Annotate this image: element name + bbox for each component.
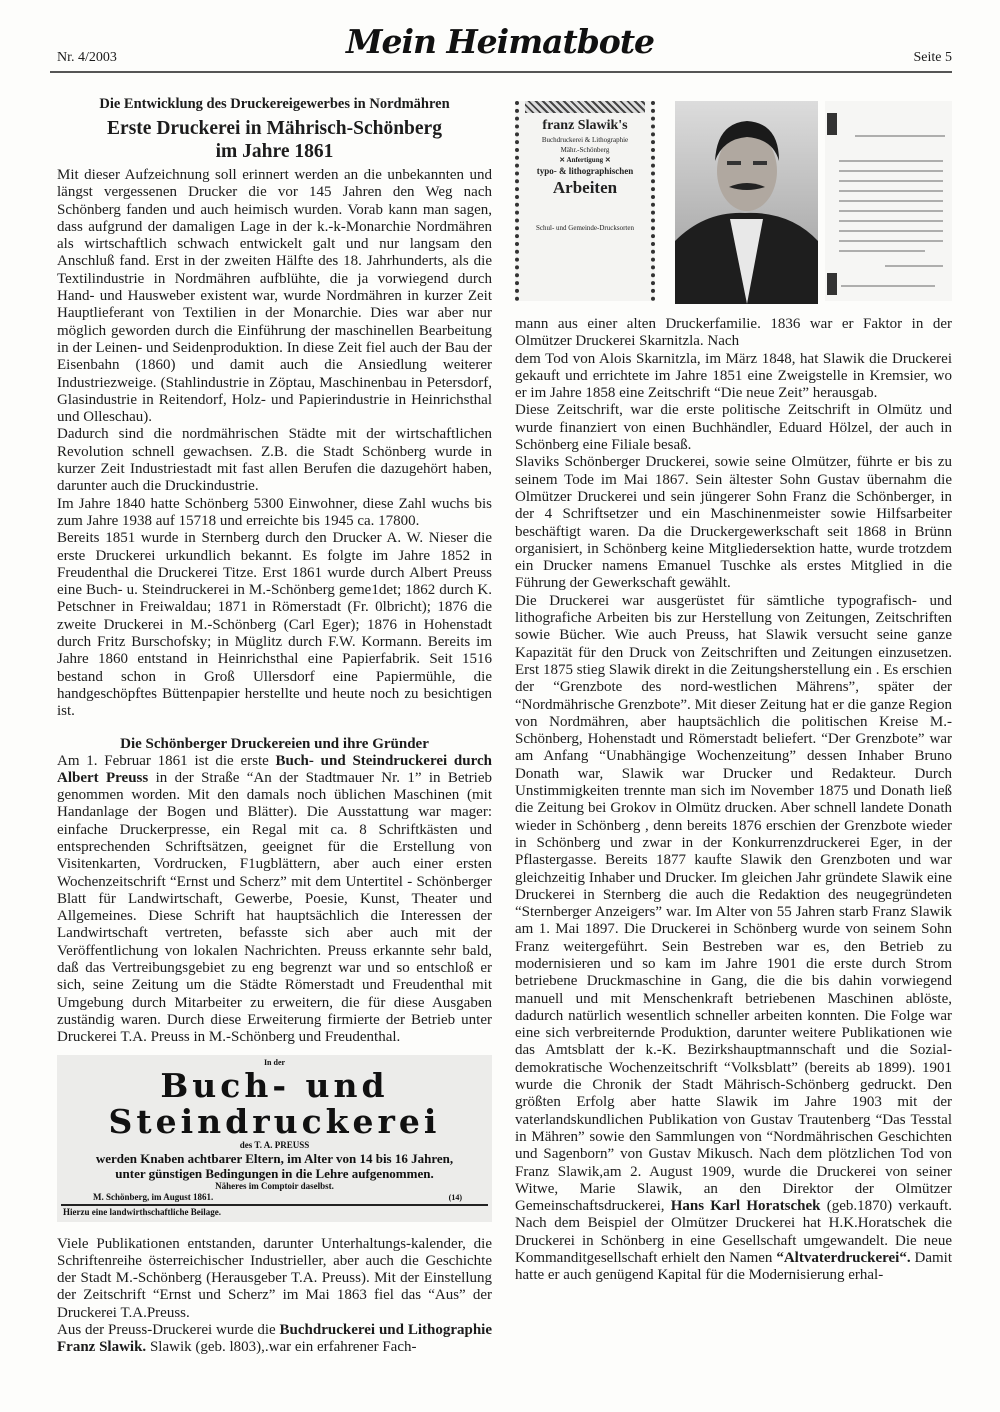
paragraph bbox=[515, 351, 952, 403]
ad-supplement: Hierzu eine landwirthschaftliche Beilage. bbox=[63, 1206, 221, 1217]
paragraph bbox=[57, 426, 492, 495]
card-footer: Schul- und Gemeinde-Drucksorten bbox=[536, 224, 634, 232]
right-column bbox=[515, 316, 952, 1285]
card-place: Mähr.-Schönberg bbox=[560, 146, 610, 154]
handwriting-lines bbox=[825, 101, 952, 301]
paragraph bbox=[57, 753, 492, 1047]
article-title bbox=[57, 117, 492, 163]
ad-line-3: Näheres im Comptoir daselbst. bbox=[215, 1180, 334, 1191]
masthead-logo: Mein Heimatbote bbox=[345, 22, 655, 61]
paragraph bbox=[515, 316, 952, 351]
left-column-after-ad bbox=[57, 1236, 492, 1357]
paragraph bbox=[515, 593, 952, 1285]
left-column-intro bbox=[57, 167, 492, 721]
text-run: Slawik (geb. l803),.war ein erfahrener Fach- bbox=[146, 1339, 417, 1356]
text-run: Diese Zeitschrift, war die erste politische Zeitschrift in Olmütz und wurde finanziert von einen Buchhändler, Eduard Hölzel, der auch in Schönberg eine Filiale besaß. bbox=[515, 402, 952, 454]
ad-line-1: werden Knaben achtbarer Eltern, im Alter von 14 bis 16 Jahren, bbox=[95, 1150, 454, 1166]
ad-date-row bbox=[61, 1192, 488, 1203]
ad-date: M. Schönberg, im August 1861. bbox=[93, 1191, 214, 1202]
ad-number: (14) bbox=[448, 1192, 462, 1202]
text-run: Die Druckerei war ausgerüstet für sämtliche typografisch- und lithografiche Arbeiten bis zur Herstellung von Zeitungen, Zeitschriften sowie Bücher. Wie auch Preuss, hat Slawik versucht seine ganze Kapazität für den Druck von Zeitschriften und Zeitungen einzusetzen. Erst 1875 stieg Slawik direkt in die Zeitungsherstellung ein . Es erschien der “Grenzbote des nord-westlichen Mährens”, später der “Nordmährische Grenzbote”. Mit dieser Zeitung hat er die ganze Region von Nordmähren, aber hauptsächlich die politischen Kreise M.-Schönberg, Hohenstadt und Römerstadt beliefert. “Der Grenzbote” war am Anfang “Unabhängige Wochenzeitung” dessen Inhaber Bruno Donath war, Slawik war Drucker und Redakteur. Durch Unstimmigkeiten trennte man sich im November 1875 und Donath ließ die Zeitung bei Grokov in Olmütz drucken. Aber schnell landete Donath wieder in Schönberg , denn bereits 1876 erschien der Grenzbote wieder in Schönberg und zwar in der Konkurrenzdruckerei Eger, in der Pflastergasse. Bereits 1877 kaufte Slawik den Grenzboten und war gleichzeitig Inhaber und Drucker. Im gleichen Jahr gründete Slawik eine Druckerei in Sternberg die auch die Redaktion des neugegründeten “Sternberger Anzeigers” war. Im Alter von 55 Jahren starb Franz Slawik am 1. Mai 1897. Die Druckerei in Schönberg wurde von seinem Sohn Franz weitergeführt. Sein Bestreben war es, den Betrieb zu modernisieren und so kam im Jahre 1901 die erste durch Strom betriebene Druckmaschine in Gang, die die bis dahin vorwiegend manuell und mit Menschenkraft betriebenen Maschinen ablöste, dadurch natürlich wesentlich schneller arbeiten konnten. Die Folge war eine sich verbreiternde Produktion, darunter weitere Publikationen wie das Amtsblatt der k.-K. Bezirkshauptmannschaft und die Sozial-demokratische Wochenzeitschrift “Volksblatt” (bereits ab 1899). 1901 wurde die Chronik der Stadt Mährisch-Schönberg gedruckt. Den größten Erfolg aber hatte Slawik im Jahre 1903 mit der vaterlandskundlichen Publikation von Gustav Trautenberg “Das Tesstal in Mähren” sowie den Sammlungen von “Nordmährischen Geschichten und Sagenborn” von Gustav Mikusch. Nach dem plötzlichen Tod von Franz Slawik,am 2. August 1909, wurde die Druckerei von seiner Witwe, Marie Slawik, an den Direktor der Olmützer Gemeinschaftsdruckerei, bbox=[515, 592, 952, 1215]
title-line-2: im Jahre 1861 bbox=[215, 141, 334, 162]
text-run: Aus der Preuss-Druckerei wurde die bbox=[57, 1322, 280, 1339]
card-ornament bbox=[525, 101, 645, 113]
text-run: Im Jahre 1840 hatte Schönberg 5300 Einwohner, diese Zahl wuchs bis zum Jahre 1938 auf 15718 und erreichte bis 1945 ca. 17800. bbox=[57, 495, 492, 529]
text-run: Am 1. Februar 1861 ist die erste bbox=[57, 752, 276, 769]
left-column-founders bbox=[57, 753, 492, 1047]
ad-owner: des T. A. PREUSS bbox=[239, 1139, 310, 1150]
ad-line-2: unter günstigen Bedingungen in die Lehre aufgenommen. bbox=[115, 1165, 434, 1181]
paragraph bbox=[57, 530, 492, 720]
historic-advertisement bbox=[57, 1055, 492, 1222]
text-run: Viele Publikationen entstanden, darunter Unterhaltungs-kalender, die Schriftenreihe österreichischer Industrieller, aber auch die Geschichte der Stadt M.-Schönberg (Herausgeber T.A. Preuss). Mit der Einstellung der Zeitschrift “Ernst und Scherz” im Mai 1863 fiel das “Aus” der Druckerei T.A.Preuss. bbox=[57, 1235, 492, 1321]
ad-headline: Buch- und Steindruckerei bbox=[108, 1065, 441, 1141]
card-offer: ✕ Anfertigung ✕ bbox=[559, 156, 611, 164]
text-run: Damit hatte er auch genügend Kapital für die Modernisierung erhal- bbox=[515, 1250, 952, 1284]
ad-rule bbox=[61, 1204, 488, 1206]
card-work: Arbeiten bbox=[552, 178, 618, 197]
bold-text: Buch- und Steindruckerei durch Albert Preuss bbox=[57, 752, 492, 786]
text-run: Mit dieser Aufzeichnung soll erinnert werden an die unbekannten und längst vergessenen Drucker die vor 145 Jahren den Weg nach Schönberg fanden und auch heimisch wurden. Vorab kann man sagen, dass aufgrund der damaligen Lage in der k.-k-Monarchie Nordmähren als wirtschaftlich schwach entwickelt galt und nur langsam den Anschluß fand. Erst in der zweiten Hälfte des 18. Jahrhunderts, als die Textilindustrie in Nordmähren aufblühte, die ja vorwiegend durch Hand- und Hausweber existent war, wurde Nordmähren in kurzer Zeit Hauptlieferant von Textilien in der Monarchie. Dies war aber nur möglich geworden durch die Einführung der maschinellen Bearbeitung in der Leinen- und Seidenproduktion. In diese Zeit fiel auch der Bau der Eisenbahn (1860) und damit auch die Ansiedlung weiterer Industriezweige. (Stahlindustrie in Zöptau, Maschinenbau in Petersdorf, Glasindustrie in Reitendorf, Holz- und Papierindustrie in Heinrichsthal und Olleschau). bbox=[57, 167, 492, 426]
text-run: Slaviks Schönberger Druckerei, sowie seine Olmützer, führte er bis zu seinem Tode im Mai 1867. Sein ältester Sohn Gustav übernahm die Olmützer Druckerei und sein jüngerer Sohn Franz die Schönberger, in der 4 Schriftsetzer und ein Maschinenmeister sowie Hilfsarbeiter beschäftigt waren. Da die Druckergewerkschaft seit 1868 in Brünn organisiert, in Schönberg keine Mitgliedersektion hatte, wurde trotzdem ein Drucker namens Emanuel Tuschke als erstes Mitglied in die Führung der Gewerkschaft gewählt. bbox=[515, 454, 952, 592]
text-run: Dadurch sind die nordmährischen Städte mit der wirtschaftlichen Revolution schnell gewachsen. Z.B. die Stadt Schönberg wurde in kurzer Zeit Industriestadt mit fast allen Berufen die dazugehört haben, darunter auch die Druckindustrie. bbox=[57, 426, 492, 495]
paragraph bbox=[57, 496, 492, 531]
title-line-1: Erste Druckerei in Mährisch-Schönberg bbox=[107, 118, 442, 139]
business-card-image bbox=[515, 101, 655, 301]
left-column bbox=[57, 95, 492, 1357]
text-run: in der Straße “An der Stadtmauer Nr. 1” in Betrieb genommen worden. Mit den damals noch üblichen Maschinen (mit Handanlage der Bogen und Blätter). Die Ausstattung war mager: einfache Druckerpresse, ein Regal mit ca. 8 Schriftkästen und entsprechenden Schriftsätzen, geeignet für die Erstellung von Visitenkarten, Vordrucken, F1ugblättern, aber auch einer ersten Wochenzeitschrift “Ernst und Scherz” mit dem Untertitel - Schönberger Blatt für Landwirtschaft, Gewerbe, Poesie, Kunst, Theater und Allgemeines. Diese Schrift hat hauptsächlich die Interessen der Landwirtschaft vertreten, befasste sich aber auch mit der Veröffentlichung von lokalen Nachrichten. Preuss erkannte sehr bald, daß das Vertreibungsgebiet zu eng begrenzt war und so entschloß er sich, seine Zeitung um die Städte Römerstadt und Freudenthal mit Umgebung durch Mitarbeiter zu erweitern, die für diese Ausgaben zuständig waren. Durch diese Erweiterung firmierte der Betrieb unter Druckerei T.A. Preuss in M.-Schönberg und Freudenthal. bbox=[57, 769, 492, 1046]
text-run: (geb.1870) verkauft. Nach dem Beispiel der Olmützer Druckerei hat H.K.Horatschek die Druckerei in Schönberg in eine Gesellschaft umgewandelt. Die neue Kommanditgesellschaft erhielt den Namen bbox=[515, 1198, 952, 1267]
slawik-illustration bbox=[515, 101, 952, 304]
right-column-wrapper bbox=[515, 97, 952, 1285]
bold-text: “Altvaterdruckerei“. bbox=[776, 1250, 911, 1267]
paragraph bbox=[57, 1236, 492, 1322]
paragraph bbox=[57, 1322, 492, 1357]
text-run: mann aus einer alten Druckerfamilie. 1836 war er Faktor in der Olmützer Druckerei Skarnitzla. Nach bbox=[515, 316, 952, 350]
paragraph bbox=[57, 167, 492, 426]
section-subheading: Die Schönberger Druckereien und ihre Gründer bbox=[120, 735, 429, 752]
card-name: franz Slawik's bbox=[542, 118, 628, 133]
portrait-photo bbox=[675, 101, 818, 304]
text-run: dem Tod von Alois Skarnitzla, im März 1848, hat Slawik die Druckerei gekauft und errichtete im Jahre 1851 eine Zweigstelle in Kremsier, wo er im Jahre 1858 eine Zeitschrift “Die neue Zeit” herausgab. bbox=[515, 350, 952, 402]
paragraph bbox=[515, 402, 952, 454]
handwritten-letter-image bbox=[825, 101, 952, 301]
text-run: Bereits 1851 wurde in Sternberg durch den Drucker A. W. Nieser die erste Druckerei urkundlich bekannt. Es folgte im Jahre 1852 in Freudenthal die Druckerei Titze. Erst 1861 wurde durch Albert Preuss eine Buch- u. Steindruckerei in M.-Schönberg geme1det; 1862 durch K. Petschner in Freiwaldau; 1871 in Römerstadt (Fr. 0lbricht); 1876 die zweite Druckerei in M.-Schönberg (Carl Eger); 1876 in Hohenstadt durch Fritz Burschofsky; in Müglitz durch F.W. Kormann. Bereits im Jahre 1860 entstand in Heinrichsthal eine Papierfabrik. Seit 1516 bestand schon in Groß Ullersdorf eine Papiermühle, die handgeschöpftes Büttenpapier herstellte und heute noch zu besichtigen ist. bbox=[57, 530, 492, 720]
card-sub: Buchdruckerei & Lithographie bbox=[541, 136, 629, 144]
paragraph bbox=[515, 454, 952, 592]
issue-number: Nr. 4/2003 bbox=[57, 50, 117, 65]
portrait-figure bbox=[675, 101, 818, 304]
ad-intro: In der bbox=[263, 1057, 286, 1067]
article-kicker: Die Entwicklung des Druckereigewerbes in Nordmähren bbox=[99, 96, 450, 112]
card-kind: typo- & lithographischen bbox=[536, 166, 634, 176]
header-rule bbox=[50, 71, 952, 73]
bold-text: Buchdruckerei und Lithographie Franz Slawik. bbox=[57, 1322, 492, 1356]
bold-text: Hans Karl Horatschek bbox=[670, 1198, 821, 1215]
page-number: Seite 5 bbox=[913, 50, 952, 65]
